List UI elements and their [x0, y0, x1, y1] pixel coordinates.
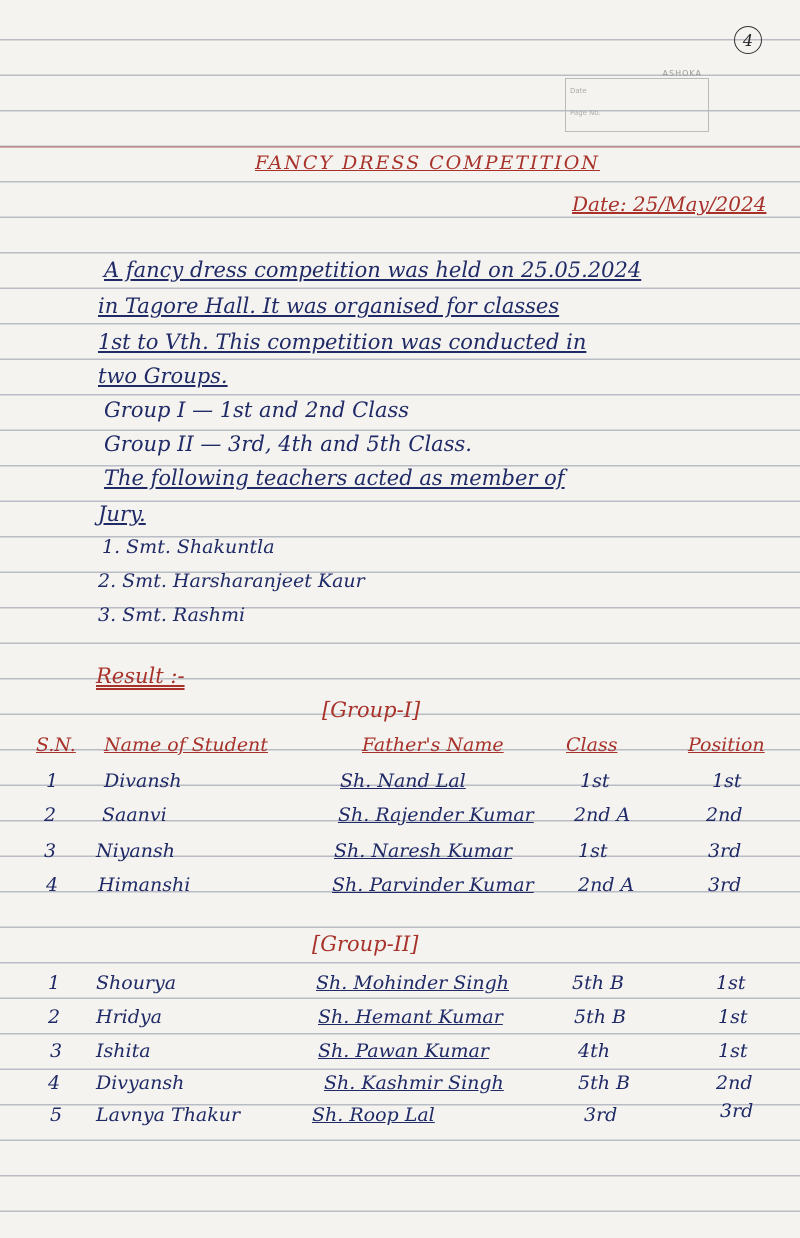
body-line: Group II — 3rd, 4th and 5th Class.: [104, 432, 472, 456]
g1-class: 1st: [578, 840, 608, 862]
header-rule: [0, 146, 800, 148]
g1-position: 2nd: [706, 804, 743, 826]
g1-position: 3rd: [708, 874, 742, 896]
g1-position: 1st: [712, 770, 742, 792]
g2-name: Shourya: [96, 972, 177, 994]
g1-name: Saanvi: [102, 804, 167, 826]
g2-name: Divyansh: [96, 1072, 185, 1094]
body-line: The following teachers acted as member of: [104, 466, 565, 490]
g1-name: Himanshi: [98, 874, 191, 896]
col-sn: S.N.: [36, 734, 76, 756]
g2-position: 3rd: [720, 1100, 754, 1122]
col-father: Father's Name: [362, 734, 504, 756]
g1-father: Sh. Nand Lal: [340, 770, 466, 792]
g2-sn: 3: [50, 1040, 63, 1062]
group2-heading: [Group-II]: [312, 932, 419, 956]
jury-item: 3. Smt. Rashmi: [98, 604, 246, 626]
g1-sn: 2: [44, 804, 57, 826]
body-line: Group I — 1st and 2nd Class: [104, 398, 410, 422]
g1-sn: 4: [46, 874, 59, 896]
body-line: two Groups.: [98, 364, 228, 388]
body-line: 1st to Vth. This competition was conducted in: [98, 330, 587, 354]
g2-father: Sh. Mohinder Singh: [316, 972, 510, 994]
g2-name: Lavnya Thakur: [96, 1104, 241, 1126]
jury-item: 2. Smt. Harsharanjeet Kaur: [98, 570, 365, 592]
col-class: Class: [566, 734, 618, 756]
g2-sn: 2: [48, 1006, 61, 1028]
g2-position: 1st: [718, 1006, 748, 1028]
g2-father: Sh. Hemant Kumar: [318, 1006, 503, 1028]
g1-father: Sh. Naresh Kumar: [334, 840, 513, 862]
g2-position: 1st: [716, 972, 746, 994]
g1-name: Divansh: [104, 770, 182, 792]
g2-class: 4th: [578, 1040, 610, 1062]
body-line: A fancy dress competition was held on 25.05.2024: [104, 258, 642, 282]
g2-father: Sh. Pawan Kumar: [318, 1040, 489, 1062]
g2-position: 1st: [718, 1040, 748, 1062]
page-date: Date: 25/May/2024: [572, 192, 767, 216]
g2-class: 5th B: [574, 1006, 626, 1028]
g1-sn: 1: [46, 770, 59, 792]
notebook-stamp: [565, 69, 709, 132]
g2-name: Ishita: [96, 1040, 151, 1062]
g1-father: Sh. Rajender Kumar: [338, 804, 534, 826]
jury-item: 1. Smt. Shakuntla: [102, 536, 275, 558]
g1-class: 2nd A: [574, 804, 631, 826]
stamp-brand: ASHOKA: [662, 69, 702, 78]
stamp-page-field: Page No.: [570, 109, 601, 117]
g2-position: 2nd: [716, 1072, 753, 1094]
group1-heading: [Group-I]: [322, 698, 421, 722]
col-position: Position: [688, 734, 765, 756]
g1-position: 3rd: [708, 840, 742, 862]
result-label: Result :-: [96, 664, 185, 688]
g2-father: Sh. Roop Lal: [312, 1104, 435, 1126]
body-line: Jury.: [98, 502, 146, 526]
body-line: in Tagore Hall. It was organised for classes: [98, 294, 560, 318]
g2-class: 3rd: [584, 1104, 618, 1126]
page-number: 4: [734, 26, 762, 54]
g2-sn: 5: [50, 1104, 63, 1126]
g1-father: Sh. Parvinder Kumar: [332, 874, 534, 896]
g2-sn: 1: [48, 972, 61, 994]
col-name: Name of Student: [104, 734, 268, 756]
g1-sn: 3: [44, 840, 57, 862]
g1-class: 1st: [580, 770, 610, 792]
g2-name: Hridya: [96, 1006, 162, 1028]
g2-father: Sh. Kashmir Singh: [324, 1072, 504, 1094]
stamp-date-field: Date: [570, 87, 587, 95]
g2-sn: 4: [48, 1072, 61, 1094]
g1-name: Niyansh: [96, 840, 175, 862]
g1-class: 2nd A: [578, 874, 635, 896]
g2-class: 5th B: [572, 972, 624, 994]
g2-class: 5th B: [578, 1072, 630, 1094]
page-title: FANCY DRESS COMPETITION: [255, 152, 600, 174]
